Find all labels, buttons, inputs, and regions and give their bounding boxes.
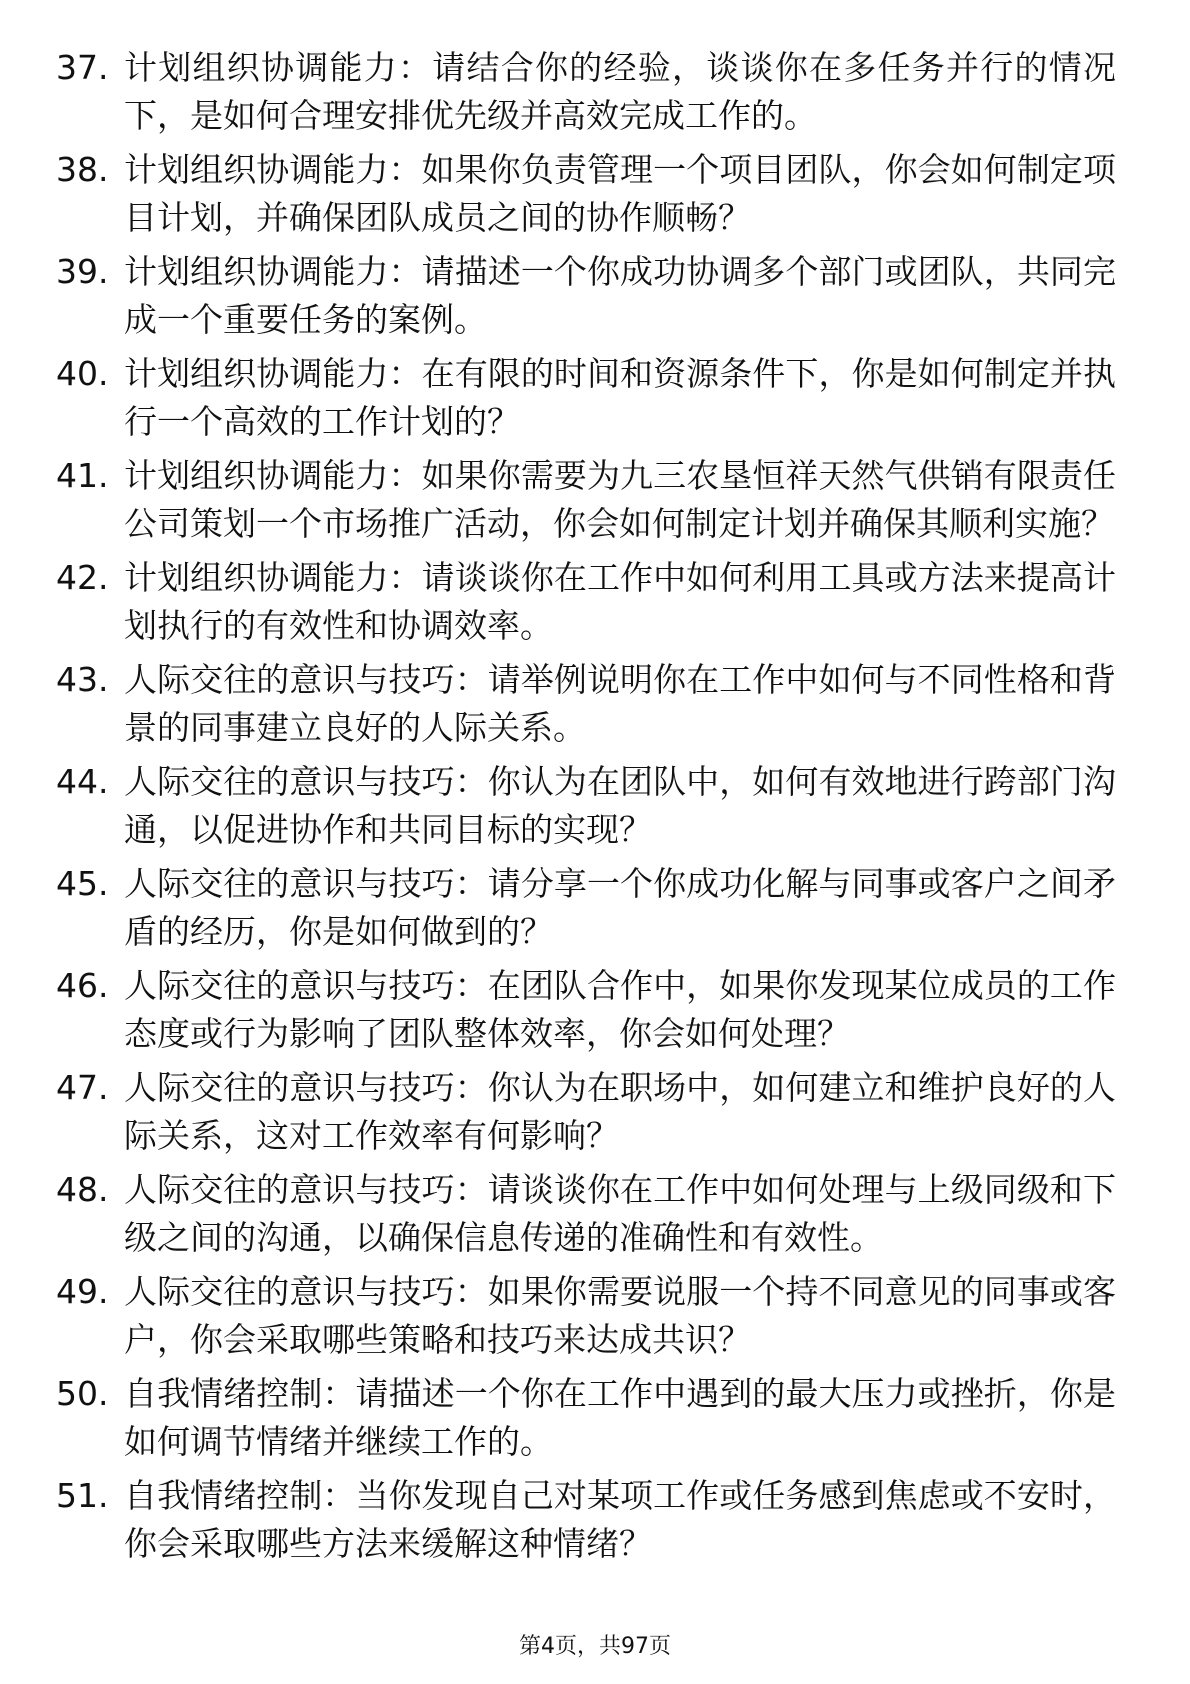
question-number: 49. bbox=[56, 1272, 109, 1311]
question-item-42 bbox=[56, 554, 1116, 650]
question-number: 44. bbox=[56, 762, 109, 801]
question-text: 自我情绪控制：当你发现自己对某项工作或任务感到焦虑或不安时，你会采取哪些方法来缓解这种情绪？ bbox=[124, 1476, 1116, 1563]
question-text: 人际交往的意识与技巧：请谈谈你在工作中如何处理与上级同级和下级之间的沟通，以确保信息传递的准确性和有效性。 bbox=[124, 1170, 1116, 1257]
question-item-48 bbox=[56, 1166, 1116, 1262]
question-item-44 bbox=[56, 758, 1116, 854]
question-item-37 bbox=[56, 44, 1116, 140]
question-item-43 bbox=[56, 656, 1116, 752]
question-number: 41. bbox=[56, 456, 109, 495]
question-number: 42. bbox=[56, 558, 109, 597]
question-number: 39. bbox=[56, 252, 109, 291]
question-item-38 bbox=[56, 146, 1116, 242]
question-text: 计划组织协调能力：如果你负责管理一个项目团队，你会如何制定项目计划，并确保团队成员之间的协作顺畅？ bbox=[124, 150, 1116, 237]
question-item-51 bbox=[56, 1472, 1116, 1568]
question-list bbox=[56, 44, 1116, 1574]
question-text: 人际交往的意识与技巧：在团队合作中，如果你发现某位成员的工作态度或行为影响了团队整体效率，你会如何处理？ bbox=[124, 966, 1116, 1053]
question-number: 50. bbox=[56, 1374, 109, 1413]
question-text: 人际交往的意识与技巧：请举例说明你在工作中如何与不同性格和背景的同事建立良好的人际关系。 bbox=[124, 660, 1116, 747]
question-text: 计划组织协调能力：请谈谈你在工作中如何利用工具或方法来提高计划执行的有效性和协调效率。 bbox=[124, 558, 1116, 645]
question-text: 人际交往的意识与技巧：如果你需要说服一个持不同意见的同事或客户，你会采取哪些策略和技巧来达成共识？ bbox=[124, 1272, 1116, 1359]
question-text: 计划组织协调能力：请描述一个你成功协调多个部门或团队，共同完成一个重要任务的案例。 bbox=[124, 252, 1116, 339]
question-number: 46. bbox=[56, 966, 109, 1005]
question-item-39 bbox=[56, 248, 1116, 344]
question-text: 人际交往的意识与技巧：你认为在团队中，如何有效地进行跨部门沟通，以促进协作和共同目标的实现？ bbox=[124, 762, 1116, 849]
page-footer bbox=[0, 1632, 1190, 1662]
question-number: 43. bbox=[56, 660, 109, 699]
question-text: 计划组织协调能力：请结合你的经验，谈谈你在多任务并行的情况下，是如何合理安排优先级并高效完成工作的。 bbox=[124, 48, 1116, 135]
question-number: 47. bbox=[56, 1068, 109, 1107]
question-number: 48. bbox=[56, 1170, 109, 1209]
question-number: 45. bbox=[56, 864, 109, 903]
question-number: 38. bbox=[56, 150, 109, 189]
question-number: 40. bbox=[56, 354, 109, 393]
question-text: 人际交往的意识与技巧：你认为在职场中，如何建立和维护良好的人际关系，这对工作效率有何影响？ bbox=[124, 1068, 1116, 1155]
page-number-label: 第4页，共97页 bbox=[519, 1634, 671, 1659]
question-item-41 bbox=[56, 452, 1116, 548]
question-item-45 bbox=[56, 860, 1116, 956]
question-text: 计划组织协调能力：在有限的时间和资源条件下，你是如何制定并执行一个高效的工作计划的？ bbox=[124, 354, 1116, 441]
question-number: 51. bbox=[56, 1476, 109, 1515]
question-item-49 bbox=[56, 1268, 1116, 1364]
question-text: 计划组织协调能力：如果你需要为九三农垦恒祥天然气供销有限责任公司策划一个市场推广活动，你会如何制定计划并确保其顺利实施？ bbox=[124, 456, 1116, 543]
question-item-46 bbox=[56, 962, 1116, 1058]
question-text: 自我情绪控制：请描述一个你在工作中遇到的最大压力或挫折，你是如何调节情绪并继续工作的。 bbox=[124, 1374, 1116, 1461]
question-text: 人际交往的意识与技巧：请分享一个你成功化解与同事或客户之间矛盾的经历，你是如何做到的？ bbox=[124, 864, 1116, 951]
question-item-47 bbox=[56, 1064, 1116, 1160]
question-number: 37. bbox=[56, 48, 109, 87]
question-item-40 bbox=[56, 350, 1116, 446]
question-item-50 bbox=[56, 1370, 1116, 1466]
